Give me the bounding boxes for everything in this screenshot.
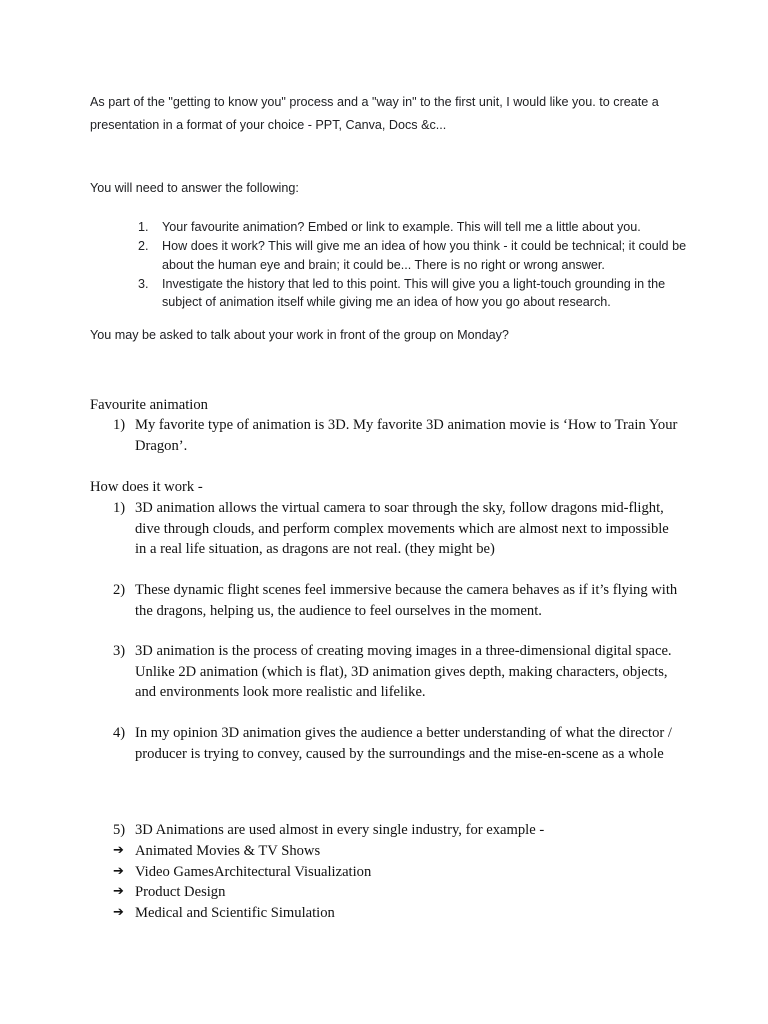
intro-paragraph: As part of the "getting to know you" process and a "way in" to the first unit, I would like you. to create a presentation in a format of your choice - PPT, Canva, Docs &c... [90, 95, 659, 132]
item-text: My favorite type of animation is 3D. My favorite 3D animation movie is ‘How to Train Your Dragon’. [135, 417, 678, 454]
industry-list [113, 841, 371, 923]
industry-label: Animated Movies & TV Shows [135, 843, 321, 859]
task-text: Investigate the history that led to this point. This will give you a light-touch grounding in the subject of animation itself while giving me an idea of how you go about research. [162, 276, 666, 309]
how-item-1 [113, 498, 683, 560]
item-text: 3D Animations are used almost in every single industry, for example - [135, 822, 545, 838]
arrow-icon: ➔ [113, 863, 124, 879]
favourite-heading: Favourite animation [90, 397, 208, 413]
favourite-item-1 [113, 415, 683, 456]
task-number: 3. [138, 276, 149, 291]
item-number: 5) [113, 822, 126, 838]
item-text: 3D animation is the process of creating moving images in a three-dimensional digital space. Unlike 2D animation (which is flat), 3D animation gives depth, making characters, objects, and environments look more realistic and lifelike. [135, 643, 672, 700]
how-item-3 [113, 641, 683, 703]
arrow-icon: ➔ [113, 884, 124, 899]
arrow-icon: ➔ [113, 843, 124, 858]
task-number: 1. [138, 220, 149, 234]
industry-item [113, 862, 371, 883]
industry-label: Product Design [135, 884, 226, 900]
task-text: Your favourite animation? Embed or link to example. This will tell me a little about you. [162, 220, 641, 234]
how-item-5 [113, 820, 683, 841]
how-heading: How does it work - [90, 479, 203, 495]
item-number: 1) [113, 417, 126, 433]
item-number: 3) [113, 643, 126, 659]
item-text: In my opinion 3D animation gives the audience a better understanding of what the director / producer is trying to convey, caused by the surroundings and the mise-en-scene as a whole [135, 725, 672, 762]
industry-label: Medical and Scientific Simulation [135, 904, 335, 921]
industry-item [113, 841, 371, 862]
monday-note: You may be asked to talk about your work in front of the group on Monday? [90, 328, 509, 342]
task-list [138, 218, 698, 312]
item-text: 3D animation allows the virtual camera to soar through the sky, follow dragons mid-flight, dive through clouds, and perform complex movements which are almost next to impossible in a real life situation, as dragons are not real. (they might be) [135, 500, 669, 557]
instructions-heading: You will need to answer the following: [90, 181, 299, 195]
item-number: 2) [113, 582, 126, 598]
task-text: How does it work? This will give me an idea of how you think - it could be technical; it could be about the human eye and brain; it could be... There is no right or wrong answer. [162, 239, 687, 272]
industry-item [113, 903, 371, 924]
how-item-2 [113, 580, 683, 621]
task-item-2 [138, 237, 698, 274]
arrow-icon: ➔ [113, 904, 124, 920]
item-text: These dynamic flight scenes feel immersive because the camera behaves as if it’s flying with the dragons, helping us, the audience to feel ourselves in the moment. [135, 582, 678, 619]
item-number: 4) [113, 725, 126, 741]
how-item-4 [113, 723, 683, 764]
task-item-3 [138, 275, 698, 312]
task-item-1 [138, 218, 698, 237]
task-number: 2. [138, 239, 149, 253]
item-number: 1) [113, 500, 126, 516]
industry-label: Video GamesArchitectural Visualization [135, 863, 372, 880]
industry-item [113, 882, 371, 903]
